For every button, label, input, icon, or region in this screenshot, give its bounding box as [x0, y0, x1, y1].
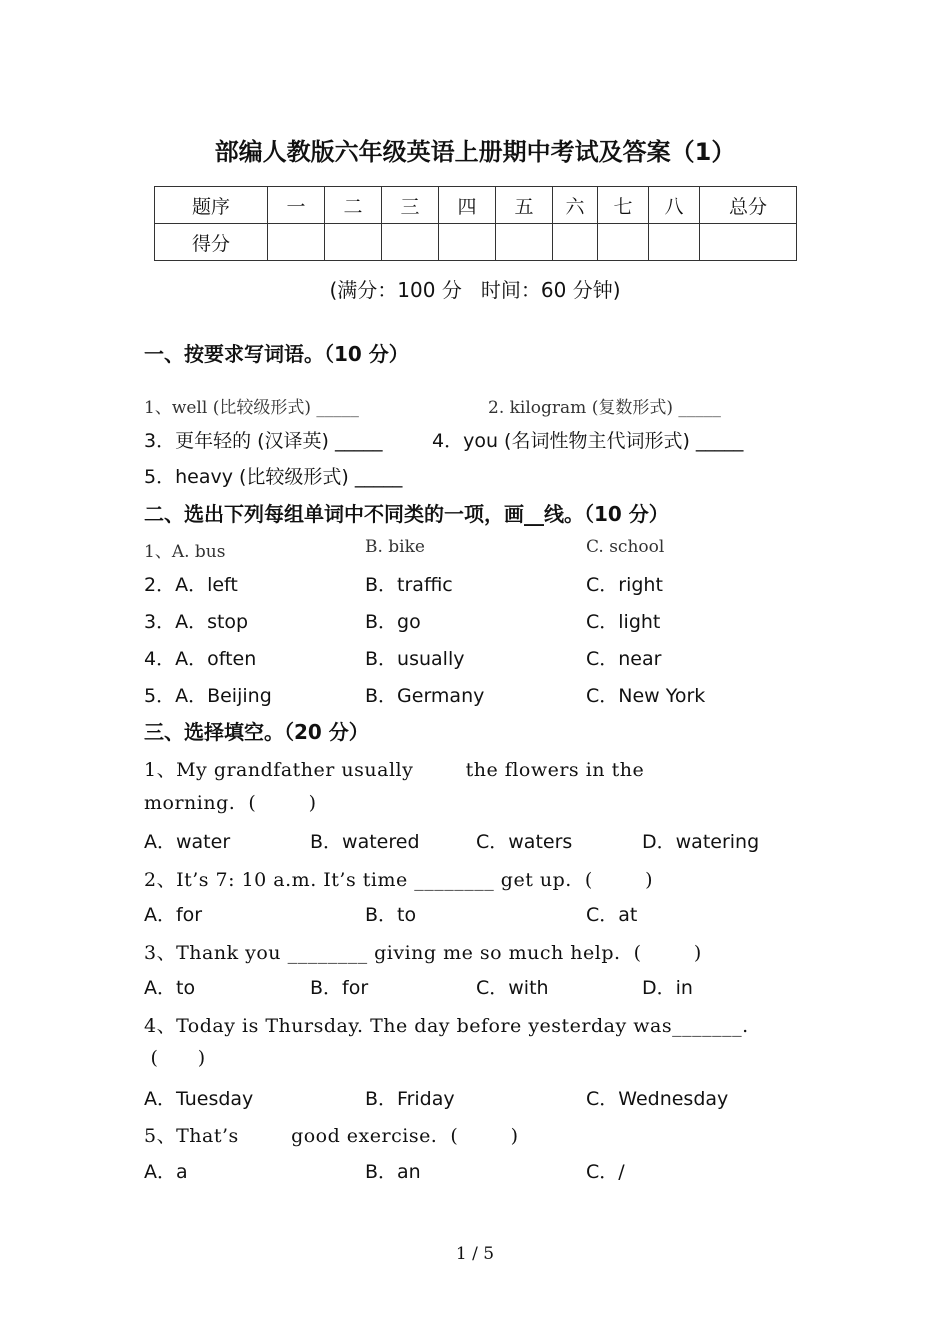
table-cell: 六	[553, 187, 598, 224]
table-cell: 二	[325, 187, 382, 224]
section-heading: 三、选择填空。（20 分）	[144, 720, 369, 744]
option: C．/	[586, 1161, 625, 1183]
table-cell: 七	[598, 187, 649, 224]
question: 5．heavy (比较级形式) _____	[144, 466, 403, 488]
option: C．waters	[476, 831, 573, 853]
page-title: 部编人教版六年级英语上册期中考试及答案（1）	[214, 138, 736, 166]
option: C．near	[586, 648, 662, 670]
score-table-header-row	[155, 187, 797, 224]
option: 5．A．Beijing	[144, 685, 272, 707]
score-entry-cell[interactable]	[598, 224, 649, 261]
table-cell: 五	[496, 187, 553, 224]
option: B．an	[365, 1161, 421, 1183]
option: D．in	[642, 977, 693, 999]
question: 4．you (名词性物主代词形式) _____	[432, 430, 744, 452]
table-cell: 一	[268, 187, 325, 224]
question: 2. kilogram (复数形式) _____	[488, 398, 721, 418]
option: 1、A. bus	[144, 542, 226, 562]
section-heading: 二、选出下列每组单词中不同类的一项，画__线。（10 分）	[144, 502, 669, 526]
option: B．watered	[310, 831, 420, 853]
score-entry-cell[interactable]	[382, 224, 439, 261]
table-cell: 八	[649, 187, 700, 224]
score-entry-cell[interactable]	[325, 224, 382, 261]
option: B．Friday	[365, 1088, 455, 1110]
option: C．at	[586, 904, 638, 926]
option: C．New York	[586, 685, 706, 707]
page-number: 1 / 5	[455, 1244, 495, 1264]
question: ( )	[144, 1047, 206, 1069]
question: morning. ( )	[144, 792, 317, 814]
table-cell: 四	[439, 187, 496, 224]
option: B．go	[365, 611, 421, 633]
option: B. bike	[365, 537, 425, 557]
score-entry-cell[interactable]	[649, 224, 700, 261]
option: B．to	[365, 904, 417, 926]
option: B．usually	[365, 648, 465, 670]
table-cell: 得分	[155, 224, 268, 261]
score-entry-cell[interactable]	[553, 224, 598, 261]
option: C. school	[586, 537, 665, 557]
option: C．Wednesday	[586, 1088, 729, 1110]
option: B．traffic	[365, 574, 453, 596]
question: 4、Today is Thursday. The day before yesterday was_______.	[144, 1015, 749, 1037]
question: 1、My grandfather usually the flowers in the	[144, 759, 645, 781]
question: 3、Thank you ________ giving me so much help. ( )	[144, 942, 702, 964]
option: 4．A．often	[144, 648, 257, 670]
question: 2、It’s 7: 10 a.m. It’s time ________ get up. ( )	[144, 869, 654, 891]
table-cell: 三	[382, 187, 439, 224]
table-cell: 题序	[155, 187, 268, 224]
score-table-score-row	[155, 224, 797, 261]
option: A．Tuesday	[144, 1088, 254, 1110]
section-heading: 一、按要求写词语。（10 分）	[144, 342, 409, 366]
option: C．right	[586, 574, 663, 596]
score-entry-cell[interactable]	[700, 224, 797, 261]
exam-info: (满分：100 分 时间：60 分钟)	[329, 278, 621, 302]
option: 2．A．left	[144, 574, 238, 596]
score-entry-cell[interactable]	[268, 224, 325, 261]
question: 3．更年轻的 (汉译英) _____	[144, 430, 383, 452]
question: 1、well (比较级形式) _____	[144, 398, 359, 418]
option: C．with	[476, 977, 549, 999]
option: D．watering	[642, 831, 760, 853]
option: 3．A．stop	[144, 611, 249, 633]
option: B．Germany	[365, 685, 485, 707]
score-entry-cell[interactable]	[439, 224, 496, 261]
option: A．a	[144, 1161, 188, 1183]
option: A．to	[144, 977, 196, 999]
score-table	[154, 186, 797, 261]
option: A．for	[144, 904, 203, 926]
question: 5、That’s good exercise. ( )	[144, 1125, 519, 1147]
option: B．for	[310, 977, 369, 999]
score-entry-cell[interactable]	[496, 224, 553, 261]
table-cell: 总分	[700, 187, 797, 224]
option: C．light	[586, 611, 661, 633]
option: A．water	[144, 831, 231, 853]
